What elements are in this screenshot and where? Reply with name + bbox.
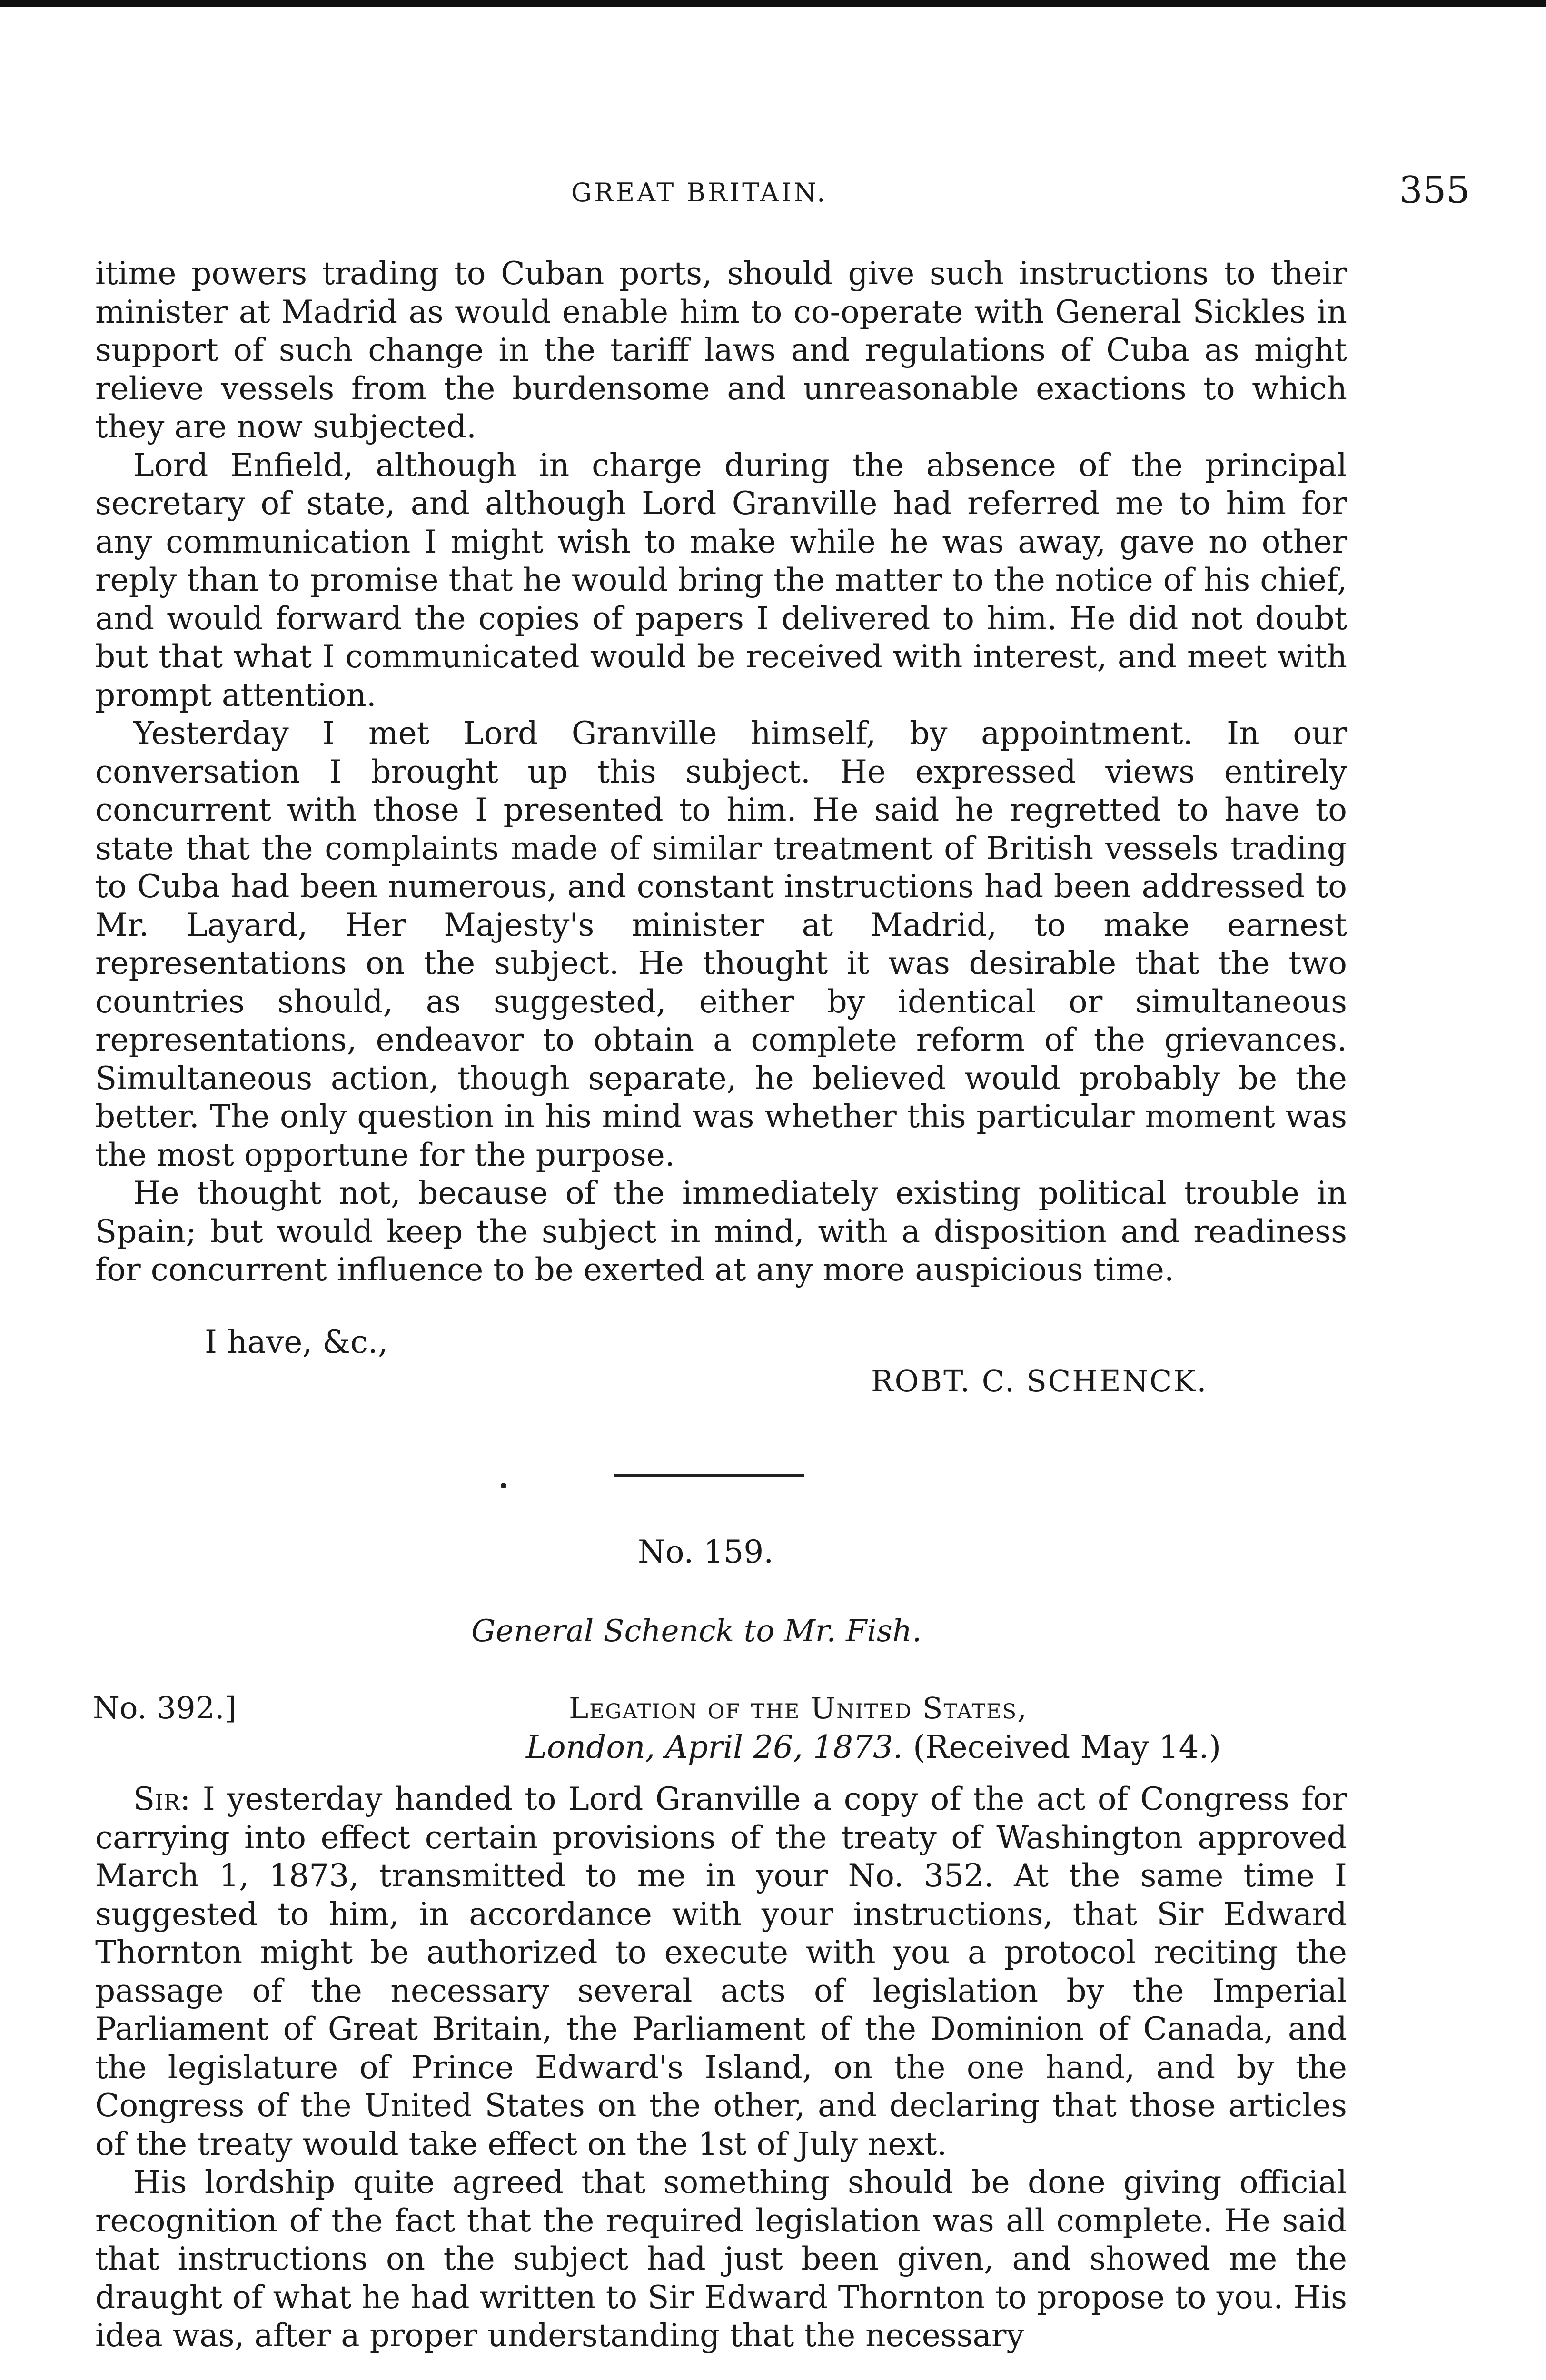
- place-date-line: [526, 1729, 1221, 1765]
- paragraph-spain: He thought not, because of the immediately existing political trouble in Spain; but would keep the subject in mind, with a disposition and readiness for concurrent influence to be exerted at any more auspicious time.: [95, 1175, 1347, 1288]
- paragraph-lord-enfield: Lord Enfield, although in charge during the absence of the principal secretary of state, and although Lord Granville had referred me to him for any communication I might wish to make while he was away, gave no other reply than to promise that he would bring the matter to the notice of his chief, and would forward the copies of papers I delivered to him. He did not doubt but that what I communicated would be received with interest, and meet with prompt attention.: [95, 446, 1347, 714]
- paragraph-protocol-text: I yesterday handed to Lord Granville a copy of the act of Congress for carrying into effect certain provisions of the treaty of Washington approved March 1, 1873, transmitted to me in your No. 352. At the same time I suggested to him, in accordance with your instructions, that Sir Edward Thornton might be authorized to execute with you a protocol reciting the passage of the necessary several acts of legislation by the Imperial Parliament of Great Britain, the Parliament of the Dominion of Canada, and the legislature of Prince Edward's Island, on the one hand, and by the Congress of the United States on the other, and declaring that those articles of the treaty would take effect on the 1st of July next.: [95, 1781, 1347, 2162]
- despatch-body: [95, 1780, 1347, 2355]
- signature: ROBT. C. SCHENCK.: [871, 1364, 1208, 1398]
- section-divider: [614, 1474, 804, 1477]
- letter-body: [95, 255, 1347, 1289]
- running-head: GREAT BRITAIN.: [571, 178, 828, 208]
- paragraph-lordship: His lordship quite agreed that something should be done giving official recognition of the fact that the required legislation was all complete. He said that instructions on the subject had just been given, and showed me the draught of what he had written to Sir Edward Thornton to propose to you. His idea was, after a proper understanding that the necessary: [95, 2164, 1347, 2354]
- ink-speck: [501, 1483, 506, 1488]
- page-number: 355: [1399, 169, 1470, 212]
- document-title: General Schenck to Mr. Fish.: [471, 1614, 922, 1649]
- page-header: [95, 169, 1470, 212]
- place-date: London, April 26, 1873.: [526, 1729, 903, 1765]
- paragraph-continuation: itime powers trading to Cuban ports, should give such instructions to their minister at Madrid as would enable him to co-operate with General Sickles in support of such change in the tariff laws and regulations of Cuba as might relieve vessels from the burdensome and unreasonable exactions to which they are now subjected.: [95, 255, 1347, 445]
- despatch-number: No. 392.]: [93, 1691, 237, 1726]
- salutation: Sir:: [133, 1781, 191, 1817]
- closing-line: I have, &c.,: [205, 1324, 388, 1360]
- paragraph-lord-granville: Yesterday I met Lord Granville himself, by appointment. In our conversation I brought up this subject. He expressed views entirely concurrent with those I presented to him. He said he regretted to have to state that the complaints made of similar treatment of British vessels trading to Cuba had been numerous, and constant instructions had been addressed to Mr. Layard, Her Majesty's minister at Madrid, to make earnest representations on the subject. He thought it was desirable that the two countries should, as suggested, either by identical or simultaneous representations, endeavor to obtain a complete reform of the grievances. Simultaneous action, though separate, he believed would probably be the better. The only question in his mind was whether this particular moment was the most opportune for the purpose.: [95, 715, 1347, 1173]
- origin-line: Legation of the United States,: [569, 1691, 1028, 1726]
- paragraph-protocol: [95, 1780, 1347, 2163]
- received-date: (Received May 14.): [913, 1729, 1221, 1765]
- page-top-edge: [0, 0, 1546, 7]
- document-number: No. 159.: [638, 1534, 774, 1570]
